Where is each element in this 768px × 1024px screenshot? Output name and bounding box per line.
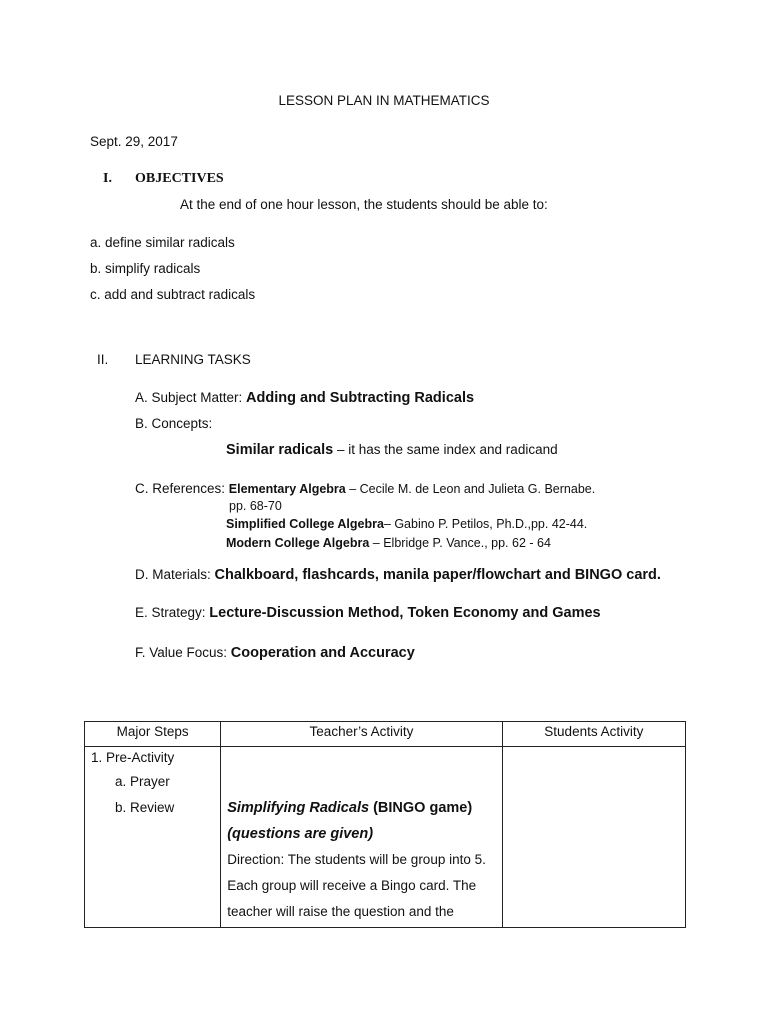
section1-heading: OBJECTIVES — [135, 171, 224, 186]
section2-heading: LEARNING TASKS — [135, 352, 251, 367]
concepts-label: B. Concepts: — [135, 416, 213, 431]
references-line-3 — [226, 516, 587, 531]
activity-line: teacher will raise the question and the — [227, 904, 454, 919]
strategy-label: E. Strategy: — [135, 605, 210, 620]
objective-item: c. add and subtract radicals — [90, 287, 256, 302]
section1-numeral: I. — [103, 171, 112, 186]
step-item: 1. Pre-Activity — [91, 750, 175, 765]
concept-term: Similar radicals — [226, 442, 334, 458]
activity-table — [84, 721, 686, 928]
subject-matter-value: Adding and Subtracting Radicals — [246, 390, 475, 406]
reference-detail: – Elbridge P. Vance., pp. 62 - 64 — [369, 536, 551, 550]
concept-definition: – it has the same index and radicand — [333, 442, 558, 457]
materials-value: Chalkboard, flashcards, manila paper/flowchart and BINGO card. — [214, 567, 661, 583]
reference-title: Modern College Algebra — [226, 536, 370, 550]
subject-matter-line — [135, 390, 474, 406]
concept-line — [226, 442, 558, 458]
materials-label: D. Materials: — [135, 567, 215, 582]
reference-detail: pp. 68-70 — [229, 499, 282, 513]
references-line-1 — [135, 481, 595, 496]
document-date: Sept. 29, 2017 — [90, 134, 178, 149]
materials-line — [135, 567, 661, 583]
value-focus-value: Cooperation and Accuracy — [230, 645, 415, 661]
table-header-row — [85, 722, 686, 747]
header-major-steps: Major Steps — [85, 722, 221, 747]
objective-item: a. define similar radicals — [90, 235, 235, 250]
header-teachers-activity: Teacher’s Activity — [221, 722, 502, 747]
document-title: LESSON PLAN IN MATHEMATICS — [278, 93, 490, 108]
references-label: C. References: — [135, 481, 229, 496]
activity-line: Each group will receive a Bingo card. The — [227, 878, 477, 893]
students-activity-cell — [502, 747, 685, 928]
section1-intro: At the end of one hour lesson, the students should be able to: — [180, 197, 548, 212]
activity-note: (questions are given) — [227, 826, 374, 842]
subject-matter-label: A. Subject Matter: — [135, 390, 247, 405]
activity-title-italic: Simplifying Radicals — [227, 800, 370, 816]
teacher-activity-title — [227, 795, 495, 821]
reference-detail: – Gabino P. Petilos, Ph.D.,pp. 42-44. — [383, 517, 588, 531]
reference-title: Elementary Algebra — [228, 482, 346, 496]
step-item: a. Prayer — [115, 774, 170, 789]
value-focus-line — [135, 645, 415, 661]
table-row — [85, 747, 686, 928]
value-focus-label: F. Value Focus: — [135, 645, 231, 660]
section2-numeral: II. — [97, 352, 109, 367]
major-steps-cell — [85, 747, 221, 928]
teachers-activity-cell — [221, 747, 502, 928]
objective-item: b. simplify radicals — [90, 261, 201, 276]
activity-title-rest: (BINGO game) — [369, 800, 473, 816]
reference-title: Simplified College Algebra — [226, 517, 384, 531]
header-students-activity: Students Activity — [502, 722, 685, 747]
reference-detail: – Cecile M. de Leon and Julieta G. Bernabe. — [345, 482, 596, 496]
activity-line: Direction: The students will be group into 5. — [227, 852, 486, 867]
references-line-4 — [226, 535, 551, 550]
strategy-value: Lecture-Discussion Method, Token Economy and Games — [209, 605, 601, 621]
step-item: b. Review — [115, 800, 175, 815]
strategy-line — [135, 605, 601, 621]
